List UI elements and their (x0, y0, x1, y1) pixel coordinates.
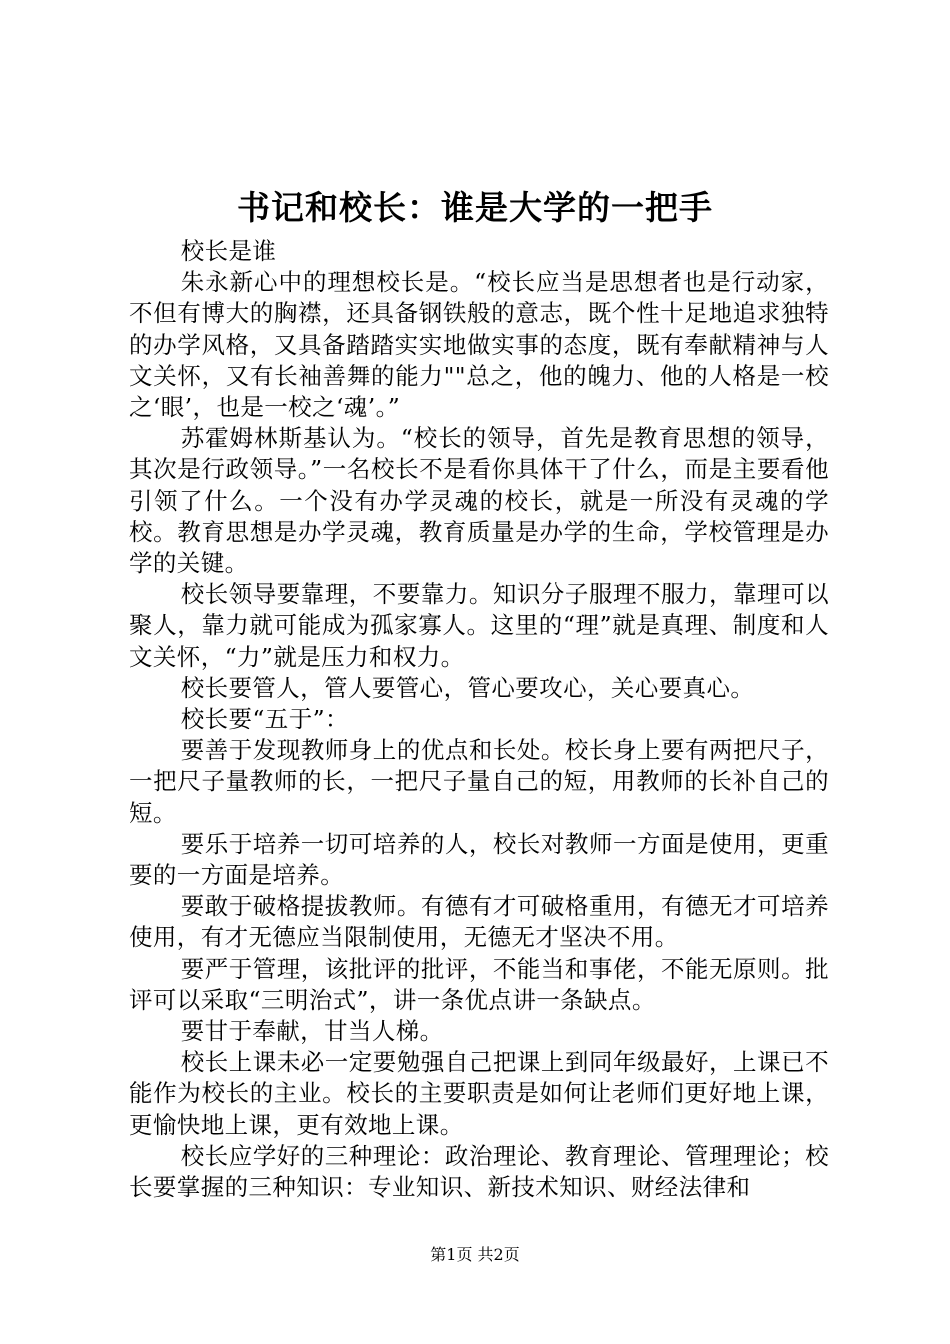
paragraph: 校长应学好的三种理论：政治理论、教育理论、管理理论；校长要掌握的三种知识：专业知识、新技术知识、财经法律和 (129, 1141, 829, 1202)
document-body (129, 236, 829, 1203)
paragraph: 苏霍姆林斯基认为。“校长的领导，首先是教育思想的领导，其次是行政领导。”一名校长不是看你具体干了什么，而是主要看他引领了什么。一个没有办学灵魂的校长，就是一所没有灵魂的学校。教育思想是办学灵魂，教育质量是办学的生命，学校管理是办学的关键。 (129, 424, 829, 578)
paragraph: 校长上课未必一定要勉强自己把课上到同年级最好，上课已不能作为校长的主业。校长的主要职责是如何让老师们更好地上课，更愉快地上课，更有效地上课。 (129, 1048, 829, 1139)
paragraph: 要甘于奉献，甘当人梯。 (180, 1017, 444, 1046)
paragraph: 校长领导要靠理，不要靠力。知识分子服理不服力，靠理可以聚人，靠力就可能成为孤家寡人。这里的“理”就是真理、制度和人文关怀，“力”就是压力和权力。 (129, 580, 829, 671)
paragraph: 校长是谁 (180, 237, 277, 265)
page-footer: 第1页 共2页 (430, 1245, 520, 1264)
paragraph: 校长要管人，管人要管心，管心要攻心，关心要真心。 (180, 673, 755, 702)
paragraph: 要敢于破格提拔教师。有德有才可破格重用，有德无才可培养使用，有才无德应当限制使用，无德无才坚决不用。 (129, 892, 829, 952)
paragraph: 校长要“五于”： (180, 705, 349, 734)
paragraph: 要乐于培养一切可培养的人，校长对教师一方面是使用，更重要的一方面是培养。 (129, 829, 829, 890)
paragraph: 朱永新心中的理想校长是。“校长应当是思想者也是行动家，不但有博大的胸襟，还具备钢铁般的意志，既个性十足地追求独特的办学风格，又具备踏踏实实地做实事的态度，既有奉献精神与人文关怀，又有长袖善舞的能力""总之，他的魄力、他的人格是一校之‘眼’，也是一校之‘魂’。” (129, 268, 829, 422)
paragraph: 要善于发现教师身上的优点和长处。校长身上要有两把尺子，一把尺子量教师的长，一把尺子量自己的短，用教师的长补自己的短。 (129, 736, 829, 827)
document-title: 书记和校长：谁是大学的一把手 (237, 188, 713, 227)
paragraph: 要严于管理，该批评的批评，不能当和事佬，不能无原则。批评可以采取“三明治式”，讲一条优点讲一条缺点。 (129, 954, 829, 1014)
